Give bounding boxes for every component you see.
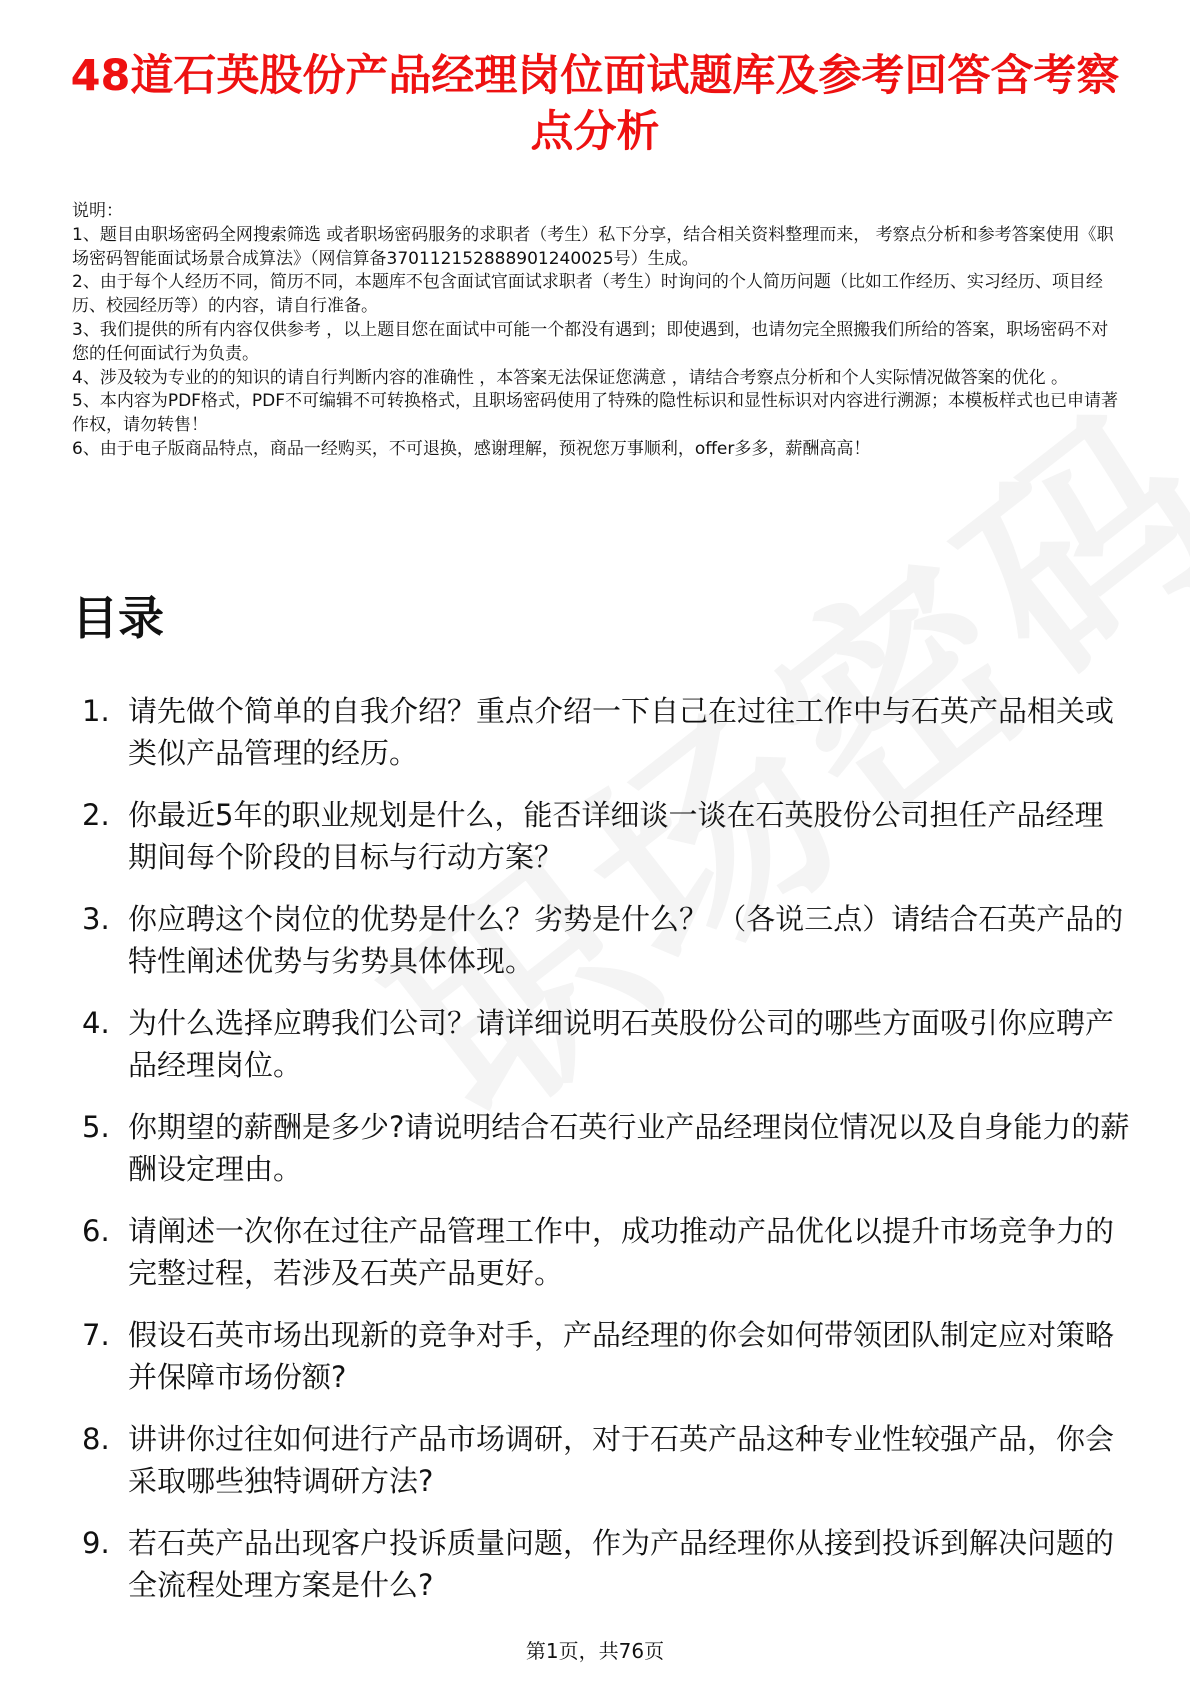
toc-item-number: 6. <box>82 1214 110 1248</box>
toc-item-text: 你最近5年的职业规划是什么，能否详细谈一谈在石英股份公司担任产品经理期间每个阶段的目标与行动方案？ <box>128 798 1104 874</box>
toc-item[interactable] <box>72 1522 1130 1606</box>
toc-item-text: 假设石英市场出现新的竞争对手，产品经理的你会如何带领团队制定应对策略并保障市场份额? <box>128 1318 1115 1394</box>
toc-item-text: 为什么选择应聘我们公司？请详细说明石英股份公司的哪些方面吸引你应聘产品经理岗位。 <box>128 1006 1115 1082</box>
note-item: 6、由于电子版商品特点，商品一经购买，不可退换，感谢理解，预祝您万事顺利，offer多多，薪酬高高！ <box>72 438 871 459</box>
toc-item[interactable] <box>72 1314 1130 1398</box>
toc-item[interactable] <box>72 794 1130 878</box>
toc-item[interactable] <box>72 690 1130 774</box>
toc-item-text: 你应聘这个岗位的优势是什么？劣势是什么？ （各说三点）请结合石英产品的特性阐述优势与劣势具体体现。 <box>128 902 1124 978</box>
toc-item[interactable] <box>72 898 1130 982</box>
toc-heading: 目录 <box>72 591 164 645</box>
toc-item-text: 若石英产品出现客户投诉质量问题，作为产品经理你从接到投诉到解决问题的全流程处理方案是什么? <box>128 1526 1115 1602</box>
note-item: 2、由于每个人经历不同，简历不同，本题库不包含面试官面试求职者（考生）时询问的个人简历问题（比如工作经历、实习经历、项目经历、校园经历等）的内容，请自行准备。 <box>72 272 1103 317</box>
note-item: 4、涉及较为专业的的知识的请自行判断内容的准确性 ，本答案无法保证您满意 ，请结合考察点分析和个人实际情况做答案的优化 。 <box>72 367 1069 388</box>
toc-item-number: 1. <box>82 694 110 728</box>
toc-item-text: 请阐述一次你在过往产品管理工作中，成功推动产品优化以提升市场竞争力的完整过程，若涉及石英产品更好。 <box>128 1214 1115 1290</box>
toc-item-number: 5. <box>82 1110 110 1144</box>
toc-item-number: 9. <box>82 1526 110 1560</box>
toc-list <box>72 690 1130 1626</box>
page-number: 第1页，共76页 <box>525 1639 665 1663</box>
toc-item[interactable] <box>72 1106 1130 1190</box>
toc-item-text: 你期望的薪酬是多少?请说明结合石英行业产品经理岗位情况以及自身能力的薪酬设定理由。 <box>128 1110 1130 1186</box>
note-item: 3、我们提供的所有内容仅供参考 ，以上题目您在面试中可能一个都没有遇到；即使遇到，也请勿完全照搬我们所给的答案，职场密码不对您的任何面试行为负责。 <box>72 319 1109 364</box>
toc-item-number: 8. <box>82 1422 110 1456</box>
document-title: 48道石英股份产品经理岗位面试题库及参考回答含考察点分析 <box>70 51 1120 157</box>
notes-section <box>72 200 1120 462</box>
toc-item-number: 2. <box>82 798 110 832</box>
toc-item-number: 3. <box>82 902 110 936</box>
toc-item-number: 7. <box>82 1318 110 1352</box>
toc-item-text: 请先做个简单的自我介绍？重点介绍一下自己在过往工作中与石英产品相关或类似产品管理的经历。 <box>128 694 1115 770</box>
toc-item-number: 4. <box>82 1006 110 1040</box>
toc-item[interactable] <box>72 1210 1130 1294</box>
note-item: 5、本内容为PDF格式，PDF不可编辑不可转换格式，且职场密码使用了特殊的隐性标识和显性标识对内容进行溯源；本模板样式也已申请著作权，请勿转售！ <box>72 391 1119 436</box>
notes-heading: 说明： <box>72 201 123 221</box>
toc-item[interactable] <box>72 1418 1130 1502</box>
toc-item[interactable] <box>72 1002 1130 1086</box>
note-item: 1、题目由职场密码全网搜索筛选 或者职场密码服务的求职者（考生）私下分享，结合相关资料整理而来， 考察点分析和参考答案使用《职场密码智能面试场景合成算法》（网信算备370112152888901240025号）生成。 <box>72 224 1114 269</box>
toc-item-text: 讲讲你过往如何进行产品市场调研，对于石英产品这种专业性较强产品，你会采取哪些独特调研方法? <box>128 1422 1115 1498</box>
